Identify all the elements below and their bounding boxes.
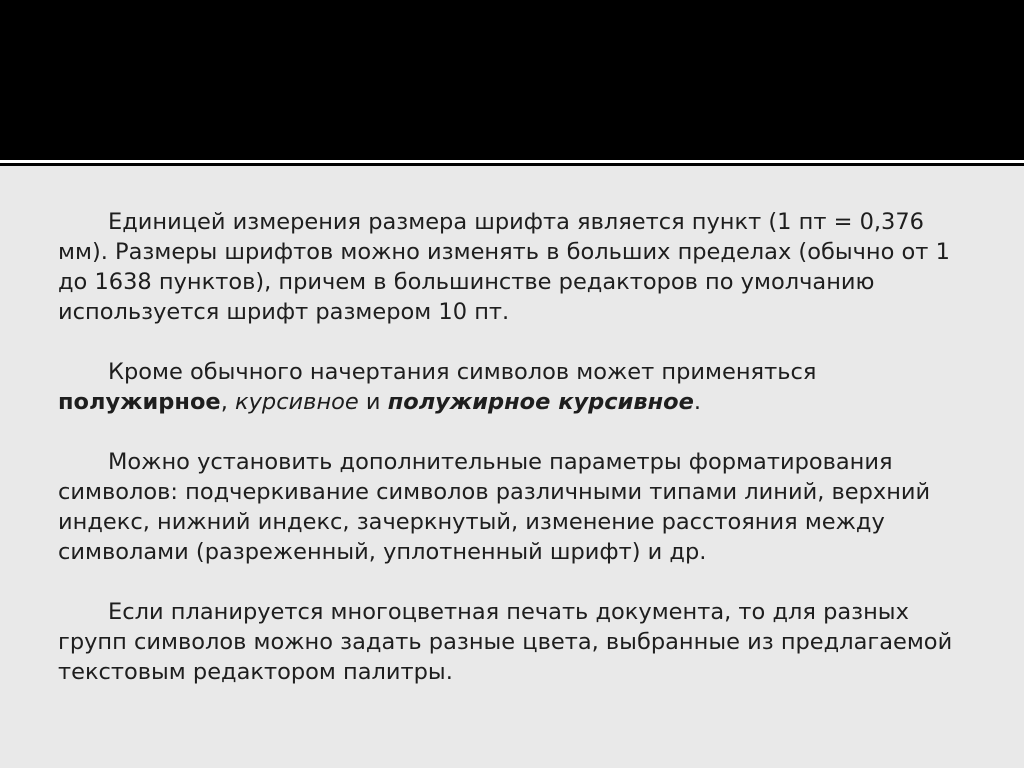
italic-text: курсивное <box>235 389 359 415</box>
separator-comma: , <box>220 389 235 415</box>
paragraph-color-printing: Если планируется многоцветная печать документа, то для разных групп символов можно задать разные цвета, выбранные из предлагаемой текстовым редактором палитры. <box>58 599 953 685</box>
paragraph-font-styles <box>58 357 978 417</box>
bold-text: полужирное <box>58 389 221 415</box>
content-area <box>0 166 1024 768</box>
title-band <box>0 0 1024 158</box>
paragraph-end: . <box>693 389 702 415</box>
paragraph-extra-formatting: Можно установить дополнительные параметры форматирования символов: подчеркивание символов различными типами линий, верхний индекс, нижний индекс, зачеркнутый, изменение расстояния между символами (разреженный, уплотненный шрифт) и др. <box>58 449 931 565</box>
divider-line <box>0 160 1024 163</box>
paragraph-font-size-unit: Единицей измерения размера шрифта является пункт (1 пт = 0,376 мм). Размеры шрифтов можно изменять в больших пределах (обычно от 1 до 1638 пунктов), причем в большинстве редакторов по умолчанию используется шрифт размером 10 пт. <box>58 209 950 325</box>
body-text <box>58 207 978 687</box>
bold-italic-text: полужирное курсивное <box>387 389 694 415</box>
paragraph-lead: Кроме обычного начертания символов может применяться <box>108 359 817 385</box>
separator-and: и <box>358 389 388 415</box>
